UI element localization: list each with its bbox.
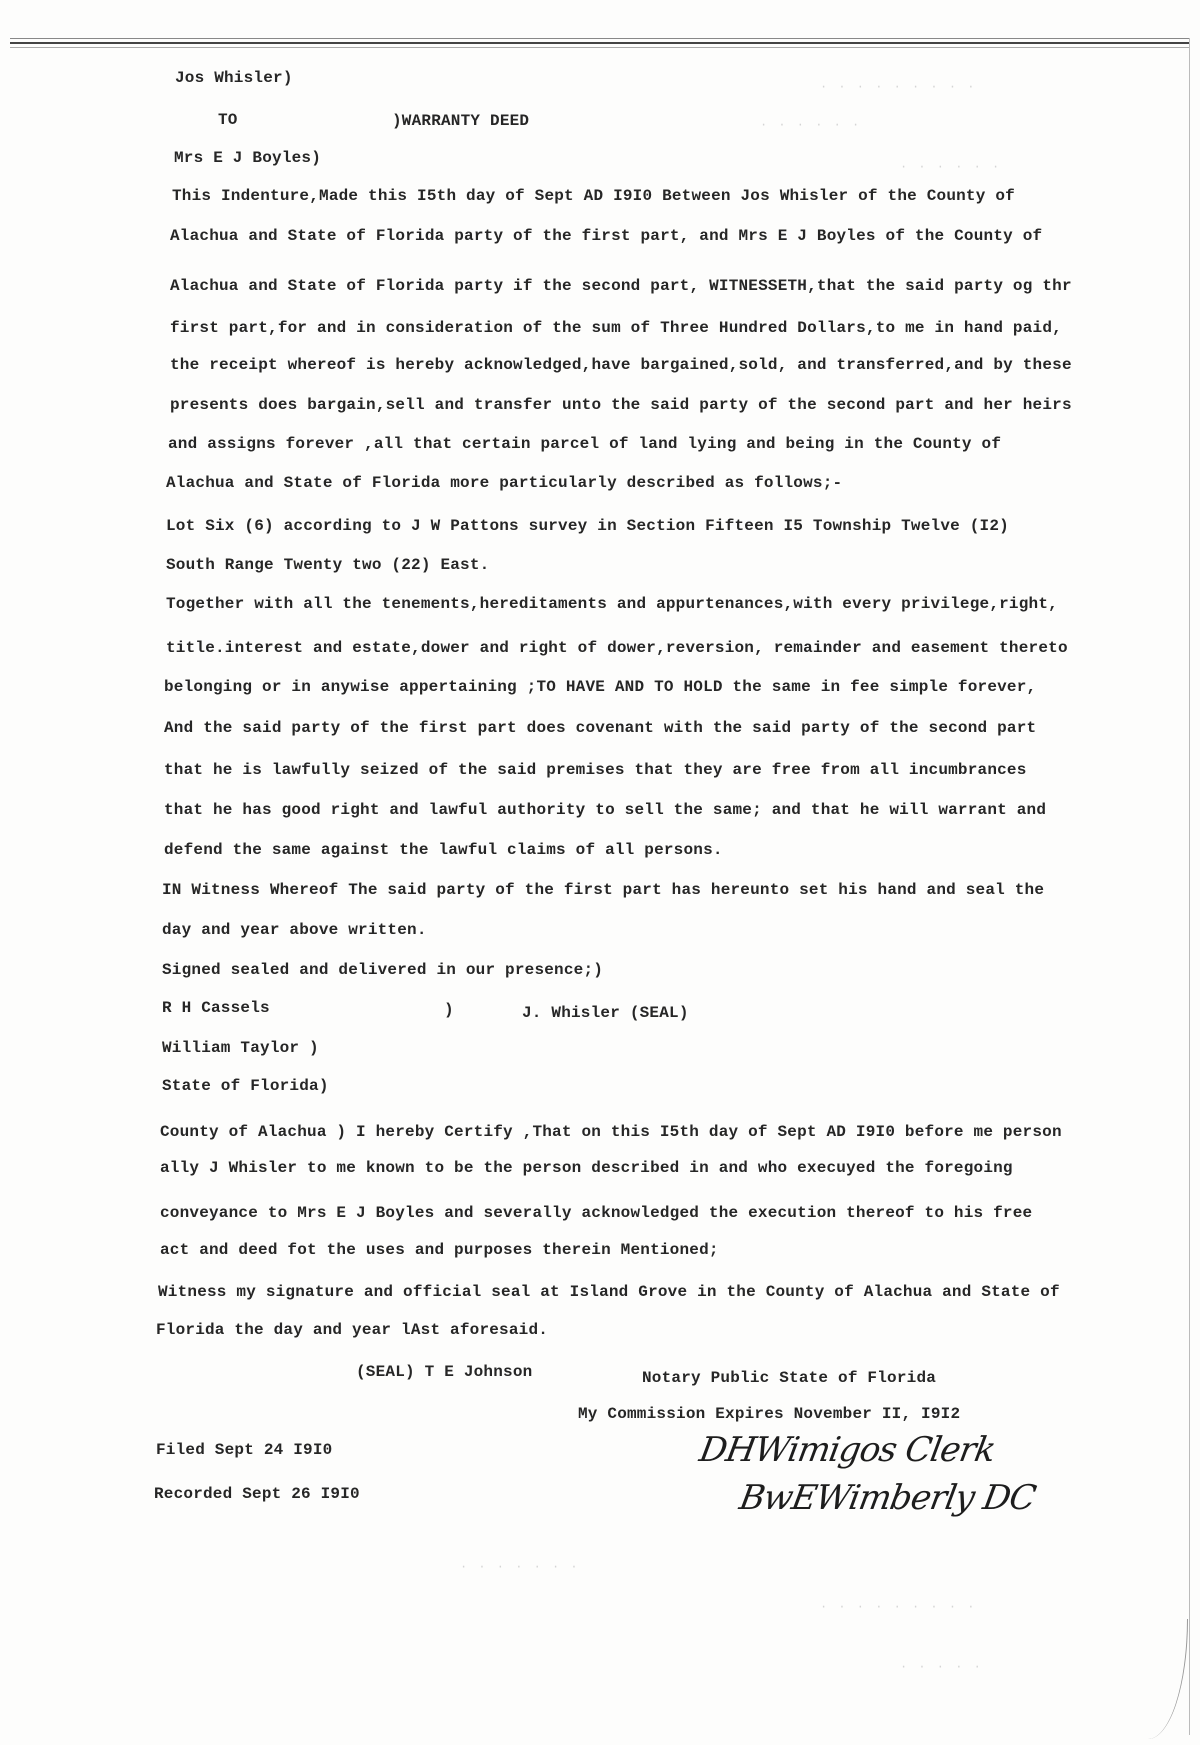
body-line: and assigns forever ,all that certain parcel of land lying and being in the County of [168,435,1002,453]
body-line: IN Witness Whereof The said party of the first part has hereunto set his hand and seal the [162,881,1045,899]
witness-name: R H Cassels [162,999,270,1017]
bleed-through-mark: · · · · · · [760,118,862,132]
body-line: Lot Six (6) according to J W Pattons survey in Section Fifteen I5 Township Twelve (I2) [166,517,1009,535]
state-heading: State of Florida) [162,1077,329,1095]
ack-line: ally J Whisler to me known to be the person described in and who execuyed the foregoing [160,1159,1013,1177]
deputy-signature: BwEWimberly DC [736,1478,1039,1518]
body-line: Together with all the tenements,hereditaments and appurtenances,with every privilege,right, [166,595,1058,613]
body-line: the receipt whereof is hereby acknowledged,have bargained,sold, and transferred,and by these [170,356,1072,374]
body-line: presents does bargain,sell and transfer unto the said party of the second part and her heirs [170,396,1072,414]
to-heading: TO [218,111,238,129]
grantor-signature: J. Whisler (SEAL) [522,1004,689,1022]
body-line: belonging or in anywise appertaining ;TO HAVE AND TO HOLD the same in fee simple forever, [164,678,1037,696]
witness-paren: ) [444,1001,454,1019]
top-border-line [10,38,1190,39]
ack-line: act and deed fot the uses and purposes therein Mentioned; [160,1241,719,1259]
witness-name: William Taylor ) [162,1039,319,1057]
top-border-line [10,42,1190,44]
body-line: Signed sealed and delivered in our presence;) [162,961,604,979]
grantee-heading: Mrs E J Boyles) [174,149,322,167]
page-curl [1147,1619,1188,1739]
bleed-through-mark: · · · · · [900,1660,983,1674]
ack-line: Witness my signature and official seal at Island Grove in the County of Alachua and State of [158,1283,1060,1301]
body-line: that he has good right and lawful authority to sell the same; and that he will warrant and [164,801,1047,819]
body-line: defend the same against the lawful claims of all persons. [164,841,723,859]
recorded-date: Recorded Sept 26 I9I0 [154,1485,360,1503]
notary-seal: (SEAL) T E Johnson [356,1363,533,1381]
bleed-through-mark: · · · · · · · · · [820,80,977,94]
grantor-heading: Jos Whisler) [175,69,293,87]
body-line: first part,for and in consideration of the sum of Three Hundred Dollars,to me in hand paid, [170,319,1062,337]
body-line: This Indenture,Made this I5th day of Sept AD I9I0 Between Jos Whisler of the County of [172,187,1015,205]
body-line: Alachua and State of Florida more particularly described as follows;- [166,474,843,492]
ack-line: conveyance to Mrs E J Boyles and severally acknowledged the execution thereof to his free [160,1204,1033,1222]
deed-type-heading: )WARRANTY DEED [392,112,530,130]
bleed-through-mark: · · · · · · [900,160,1002,174]
body-line: day and year above written. [162,921,427,939]
bleed-through-mark: · · · · · · · · · [820,1600,977,1614]
body-line: South Range Twenty two (22) East. [166,556,490,574]
commission-expiry: My Commission Expires November II, I9I2 [578,1405,961,1423]
ack-line: County of Alachua ) I hereby Certify ,That on this I5th day of Sept AD I9I0 before me person [160,1123,1062,1141]
body-line: And the said party of the first part does covenant with the said party of the second part [164,719,1037,737]
top-border-line [10,47,1190,48]
bleed-through-mark: · · · · · · · [460,1560,580,1574]
body-line: Alachua and State of Florida party if the second part, WITNESSETH,that the said party og thr [170,277,1072,295]
body-line: that he is lawfully seized of the said premises that they are free from all incumbrances [164,761,1027,779]
ack-line: Florida the day and year lAst aforesaid. [156,1321,549,1339]
clerk-signature: DHWimigos Clerk [696,1430,999,1470]
notary-title: Notary Public State of Florida [642,1369,937,1387]
page-edge [1189,38,1190,1735]
body-line: Alachua and State of Florida party of the first part, and Mrs E J Boyles of the County of [170,227,1043,245]
body-line: title.interest and estate,dower and right of dower,reversion, remainder and easement thereto [166,639,1068,657]
filed-date: Filed Sept 24 I9I0 [156,1441,333,1459]
